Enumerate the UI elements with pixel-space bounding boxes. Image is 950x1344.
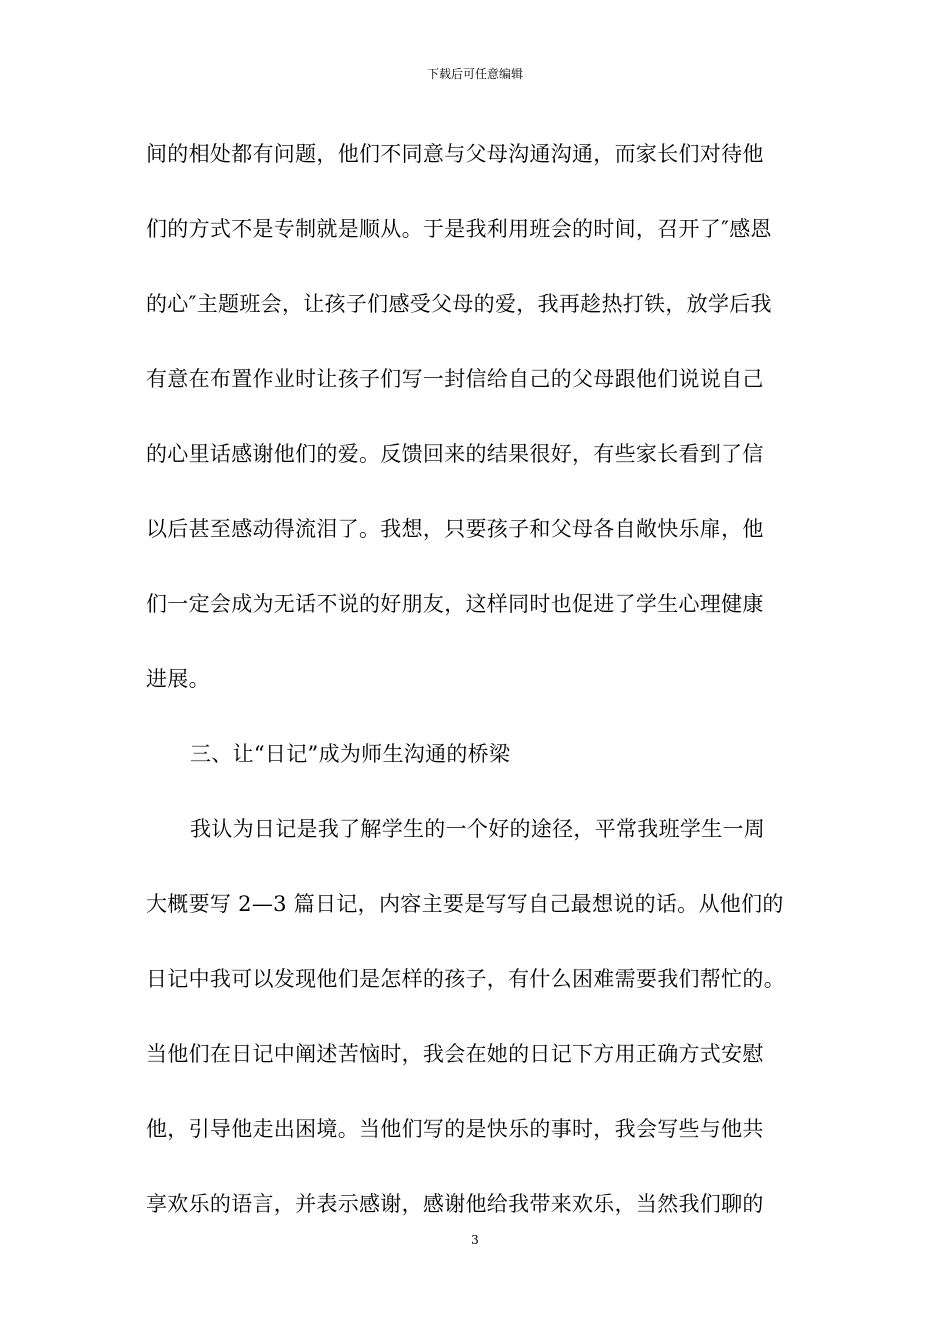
text-line: 当他们在日记中阐述苦恼时，我会在她的日记下方用正确方式安慰 <box>146 1042 764 1066</box>
text-line: 享欢乐的语言，并表示感谢，感谢他给我带来欢乐，当然我们聊的 <box>146 1192 764 1216</box>
text-line: 大概要写 2—3 篇日记，内容主要是写写自己最想说的话。从他们的 <box>146 892 784 916</box>
text-line: 以后甚至感动得流泪了。我想，只要孩子和父母各自敞快乐扉，他 <box>146 517 764 541</box>
text-line: 进展。 <box>146 667 210 691</box>
section-heading: 三、让“日记”成为师生沟通的桥梁 <box>190 742 511 766</box>
text-line: 们一定会成为无话不说的好朋友，这样同时也促进了学生心理健康 <box>146 592 764 616</box>
text-line: 日记中我可以发现他们是怎样的孩子，有什么困难需要我们帮忙的。 <box>146 967 785 991</box>
page-number: 3 <box>471 1233 479 1247</box>
text-line: 他，引导他走出困境。当他们写的是快乐的事时，我会写些与他共 <box>146 1117 764 1141</box>
text-line: 有意在布置作业时让孩子们写一封信给自己的父母跟他们说说自己 <box>146 367 764 391</box>
text-line: 我认为日记是我了解学生的一个好的途径，平常我班学生一周 <box>190 817 766 841</box>
text-line: 的心里话感谢他们的爱。反馈回来的结果很好，有些家长看到了信 <box>146 442 764 466</box>
page-header: 下载后可任意编辑 <box>426 67 523 81</box>
text-line: 的心″主题班会，让孩子们感受父母的爱，我再趁热打铁，放学后我 <box>146 292 772 316</box>
text-line: 们的方式不是专制就是顺从。于是我利用班会的时间，召开了″感恩 <box>146 217 772 241</box>
document-body <box>146 134 826 1259</box>
text-line: 间的相处都有问题，他们不同意与父母沟通沟通，而家长们对待他 <box>146 142 764 166</box>
